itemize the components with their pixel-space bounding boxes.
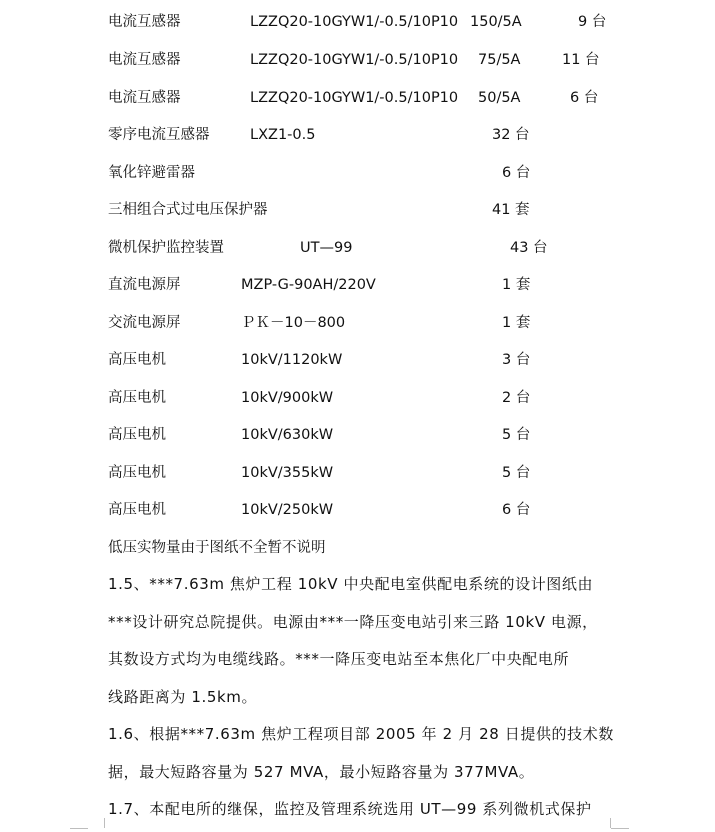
equipment-qty: 9 台 — [578, 14, 607, 30]
equipment-qty: 5 台 — [502, 427, 531, 443]
equipment-row — [0, 85, 715, 111]
equipment-name: 交流电源屏 — [108, 315, 181, 331]
equipment-row — [0, 47, 715, 73]
equipment-spec: 50/5A — [478, 90, 521, 106]
equipment-name: 电流互感器 — [108, 90, 181, 106]
equipment-model: LZZQ20-10GYW1/-0.5/10P10 — [250, 52, 459, 68]
equipment-model: UT—99 — [300, 240, 353, 256]
equipment-qty: 6 台 — [570, 90, 599, 106]
equipment-row — [0, 272, 715, 298]
equipment-model: 10kV/355kW — [241, 465, 334, 481]
equipment-row — [0, 310, 715, 336]
equipment-row — [0, 460, 715, 486]
equipment-name: 高压电机 — [108, 465, 166, 481]
note-line — [0, 535, 715, 561]
equipment-qty: 5 台 — [502, 465, 531, 481]
equipment-qty: 6 台 — [502, 502, 531, 518]
equipment-qty: 41 套 — [492, 202, 530, 218]
equipment-model: 10kV/1120kW — [241, 352, 343, 368]
equipment-row — [0, 9, 715, 35]
equipment-name: 直流电源屏 — [108, 277, 181, 293]
equipment-name: 三相组合式过电压保护器 — [108, 202, 268, 218]
equipment-row — [0, 347, 715, 373]
equipment-model: 10kV/630kW — [241, 427, 334, 443]
equipment-model: ＰＫ－10－800 — [241, 315, 346, 331]
equipment-name: 微机保护监控装置 — [108, 240, 224, 256]
equipment-qty: 1 套 — [502, 277, 531, 293]
paragraph-line: ***设计研究总院提供。电源由***一降压变电站引来三路 10kV 电源， — [108, 613, 598, 631]
equipment-model: LZZQ20-10GYW1/-0.5/10P10 — [250, 90, 459, 106]
equipment-name: 高压电机 — [108, 427, 166, 443]
crop-mark-left — [88, 818, 105, 828]
equipment-spec: 150/5A — [470, 14, 522, 30]
equipment-spec: 75/5A — [478, 52, 521, 68]
equipment-name: 高压电机 — [108, 352, 166, 368]
equipment-qty: 43 台 — [510, 240, 548, 256]
equipment-model: LZZQ20-10GYW1/-0.5/10P10 — [250, 14, 459, 30]
equipment-qty: 1 套 — [502, 315, 531, 331]
equipment-row — [0, 160, 715, 186]
equipment-row — [0, 385, 715, 411]
equipment-name: 电流互感器 — [108, 52, 181, 68]
equipment-row — [0, 235, 715, 261]
paragraph-line: 1.7、本配电所的继保，监控及管理系统选用 UT—99 系列微机式保护 — [108, 800, 592, 818]
equipment-name: 电流互感器 — [108, 14, 181, 30]
paragraph-line: 1.6、根据***7.63m 焦炉工程项目部 2005 年 2 月 28 日提供的技术数 — [108, 725, 614, 743]
equipment-name: 零序电流互感器 — [108, 127, 210, 143]
equipment-row — [0, 422, 715, 448]
paragraph-line: 线路距离为 1.5km。 — [108, 688, 258, 706]
equipment-row — [0, 497, 715, 523]
equipment-qty: 3 台 — [502, 352, 531, 368]
equipment-qty: 6 台 — [502, 165, 531, 181]
equipment-model: 10kV/250kW — [241, 502, 334, 518]
equipment-qty: 11 台 — [562, 52, 600, 68]
equipment-row — [0, 197, 715, 223]
equipment-model: 10kV/900kW — [241, 390, 334, 406]
equipment-qty: 32 台 — [492, 127, 530, 143]
equipment-name: 高压电机 — [108, 390, 166, 406]
note-text: 低压实物量由于图纸不全暂不说明 — [108, 540, 326, 556]
crop-mark-right — [610, 818, 627, 828]
equipment-model: LXZ1-0.5 — [250, 127, 316, 143]
equipment-name: 高压电机 — [108, 502, 166, 518]
crop-mark-right-line — [611, 828, 629, 829]
equipment-name: 氧化锌避雷器 — [108, 165, 195, 181]
paragraph-line: 其数设方式均为电缆线路。***一降压变电站至本焦化厂中央配电所 — [108, 650, 570, 668]
paragraph-line: 1.5、***7.63m 焦炉工程 10kV 中央配电室供配电系统的设计图纸由 — [108, 575, 594, 593]
crop-mark-left-line — [70, 828, 88, 829]
equipment-model: MZP-G-90AH/220V — [241, 277, 376, 293]
equipment-qty: 2 台 — [502, 390, 531, 406]
equipment-row — [0, 122, 715, 148]
paragraph-line: 据，最大短路容量为 527 MVA，最小短路容量为 377MVA。 — [108, 763, 535, 781]
